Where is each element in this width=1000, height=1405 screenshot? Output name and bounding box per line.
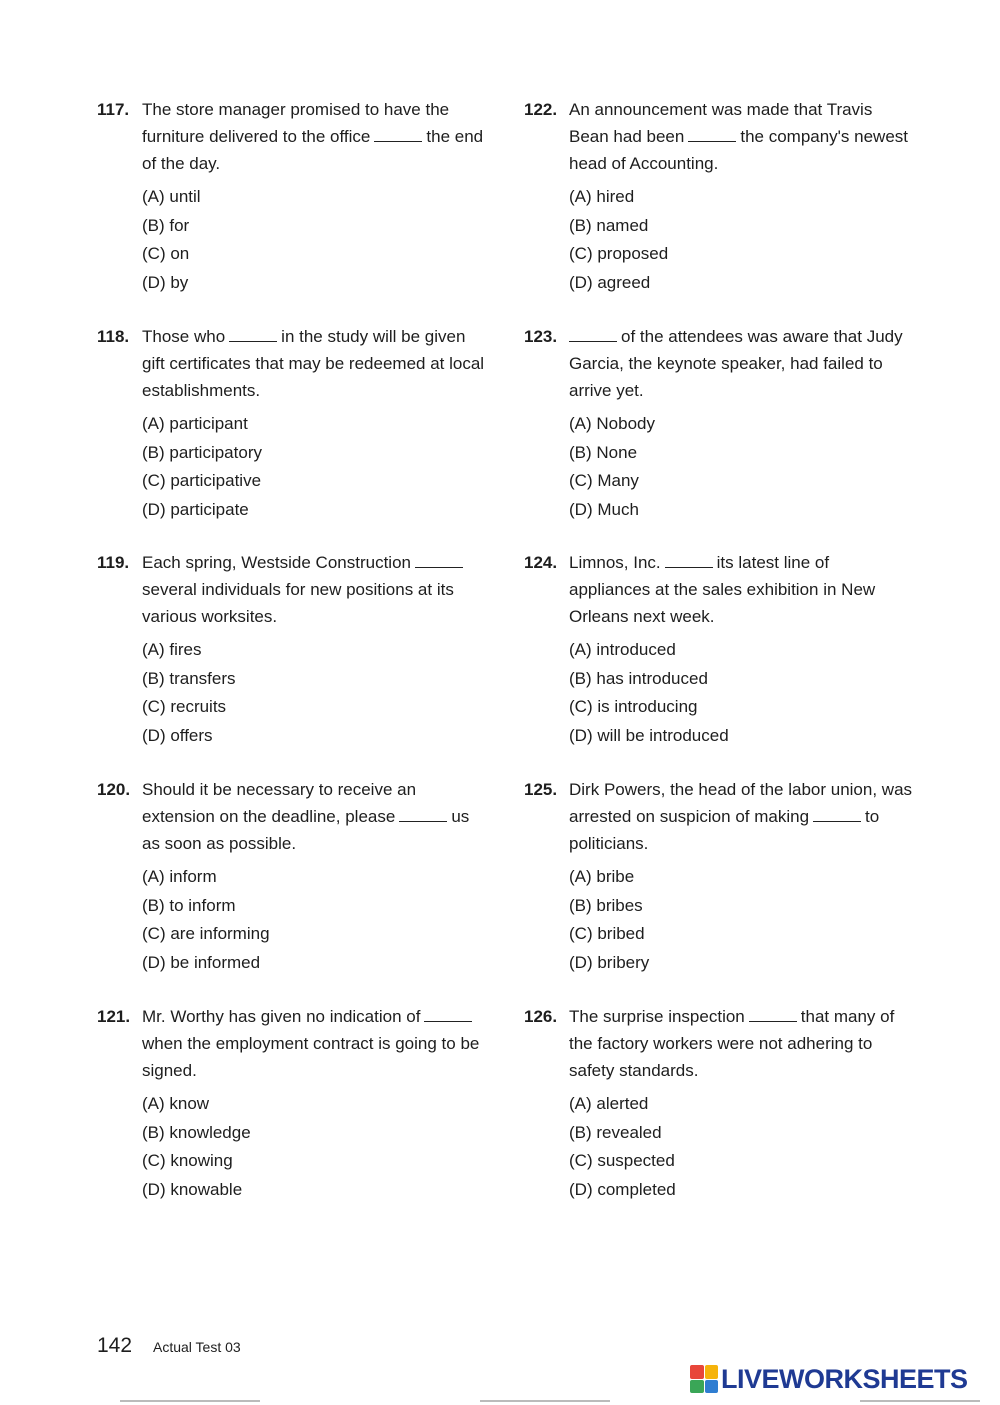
liveworksheets-logo[interactable] <box>690 1364 968 1394</box>
question-number: 123. <box>524 327 558 346</box>
question-124 <box>524 549 924 750</box>
options-list <box>142 1090 497 1204</box>
scan-artifact <box>860 1400 980 1402</box>
option-b[interactable]: (B) for <box>142 215 190 235</box>
options-list <box>142 636 497 750</box>
option-d[interactable]: (D) completed <box>569 1179 676 1199</box>
options-list <box>142 410 497 524</box>
options-list <box>569 863 924 977</box>
option-d[interactable]: (D) Much <box>569 499 639 519</box>
option-b[interactable]: (B) participatory <box>142 442 262 462</box>
question-text: of the attendees was aware that Judy Garcia, the keynote speaker, had failed to arrive yet. <box>569 327 903 400</box>
option-a[interactable]: (A) know <box>142 1094 210 1113</box>
option-a[interactable]: (A) bribe <box>569 867 635 886</box>
question-122 <box>524 96 924 297</box>
options-list <box>569 1090 924 1204</box>
question-number: 120. <box>97 780 131 799</box>
question-number: 118. <box>97 327 130 346</box>
question-119 <box>97 549 497 750</box>
option-c[interactable]: (C) bribed <box>569 924 645 943</box>
question-118 <box>97 323 497 524</box>
option-c[interactable]: (C) on <box>142 244 190 263</box>
option-a[interactable]: (A) alerted <box>569 1094 649 1113</box>
question-117 <box>97 96 497 297</box>
section-label: Actual Test 03 <box>153 1339 241 1355</box>
option-b[interactable]: (B) bribes <box>569 895 643 915</box>
answer-blank <box>424 1020 472 1022</box>
option-b[interactable]: (B) transfers <box>142 668 236 688</box>
option-d[interactable]: (D) participate <box>142 499 249 519</box>
answer-blank <box>688 140 736 142</box>
answer-blank <box>229 340 277 342</box>
option-a[interactable]: (A) inform <box>142 867 217 886</box>
answer-blank <box>749 1020 797 1022</box>
question-number: 119. <box>97 553 130 572</box>
option-c[interactable]: (C) proposed <box>569 244 669 263</box>
question-123 <box>524 323 924 524</box>
option-c[interactable]: (C) is introducing <box>569 697 698 716</box>
option-b[interactable]: (B) revealed <box>569 1122 662 1142</box>
option-d[interactable]: (D) offers <box>142 725 213 745</box>
options-list <box>142 183 497 297</box>
answer-blank <box>665 566 713 568</box>
option-b[interactable]: (B) to inform <box>142 895 236 915</box>
option-d[interactable]: (D) knowable <box>142 1179 243 1199</box>
option-a[interactable]: (A) introduced <box>569 640 676 659</box>
logo-grid-icon <box>690 1365 718 1393</box>
question-number: 124. <box>524 553 558 572</box>
option-a[interactable]: (A) participant <box>142 414 248 433</box>
options-list <box>569 410 924 524</box>
question-number: 126. <box>524 1007 558 1026</box>
option-b[interactable]: (B) None <box>569 442 638 462</box>
answer-blank <box>374 140 422 142</box>
question-number: 125. <box>524 780 558 799</box>
question-text: Limnos, Inc. its latest line of appliances at the sales exhibition in New Orleans next week. <box>569 553 876 626</box>
question-text: The store manager promised to have the furniture delivered to the office the end of the day. <box>142 100 484 173</box>
question-text: Each spring, Westside Constructionseveral individuals for new positions at its various worksites. <box>142 549 487 630</box>
option-c[interactable]: (C) participative <box>142 471 262 490</box>
answer-blank <box>813 820 861 822</box>
option-d[interactable]: (D) bribery <box>569 952 650 972</box>
option-a[interactable]: (A) Nobody <box>569 414 655 433</box>
question-text: An announcement was made that Travis Bean had been the company's newest head of Accounting. <box>569 100 909 173</box>
option-c[interactable]: (C) knowing <box>142 1151 233 1170</box>
question-121 <box>97 1003 497 1204</box>
scan-artifact <box>480 1400 610 1402</box>
option-b[interactable]: (B) named <box>569 215 649 235</box>
answer-blank <box>569 340 617 342</box>
answer-blank <box>399 820 447 822</box>
question-126 <box>524 1003 924 1204</box>
option-d[interactable]: (D) be informed <box>142 952 261 972</box>
option-d[interactable]: (D) by <box>142 272 189 292</box>
option-c[interactable]: (C) Many <box>569 471 639 490</box>
question-text: Mr. Worthy has given no indication ofwhen the employment contract is going to be signed. <box>142 1007 480 1080</box>
question-120 <box>97 776 497 977</box>
answer-blank <box>415 566 463 568</box>
scan-artifact <box>120 1400 260 1402</box>
question-text: Should it be necessary to receive an extension on the deadline, please us as soon as possible. <box>142 780 470 853</box>
option-d[interactable]: (D) agreed <box>569 272 651 292</box>
option-d[interactable]: (D) will be introduced <box>569 725 729 745</box>
option-a[interactable]: (A) fires <box>142 640 202 659</box>
question-text: Those who in the study will be given gift certificates that may be redeemed at local establishments. <box>142 327 485 400</box>
option-a[interactable]: (A) until <box>142 187 201 206</box>
option-a[interactable]: (A) hired <box>569 187 635 206</box>
option-c[interactable]: (C) are informing <box>142 924 270 943</box>
option-b[interactable]: (B) knowledge <box>142 1122 251 1142</box>
option-c[interactable]: (C) recruits <box>142 697 227 716</box>
options-list <box>569 636 924 750</box>
option-b[interactable]: (B) has introduced <box>569 668 708 688</box>
question-125 <box>524 776 924 977</box>
question-number: 117. <box>97 100 130 119</box>
question-text: Dirk Powers, the head of the labor union, was arrested on suspicion of making to politicians. <box>569 780 913 853</box>
options-list <box>569 183 924 297</box>
options-list <box>142 863 497 977</box>
question-text: The surprise inspection that many of the factory workers were not adhering to safety standards. <box>569 1007 895 1080</box>
question-number: 122. <box>524 100 558 119</box>
logo-text: LIVEWORKSHEETS <box>721 1363 968 1394</box>
page-number: 142 <box>97 1334 133 1357</box>
option-c[interactable]: (C) suspected <box>569 1151 675 1170</box>
question-number: 121. <box>97 1007 131 1026</box>
